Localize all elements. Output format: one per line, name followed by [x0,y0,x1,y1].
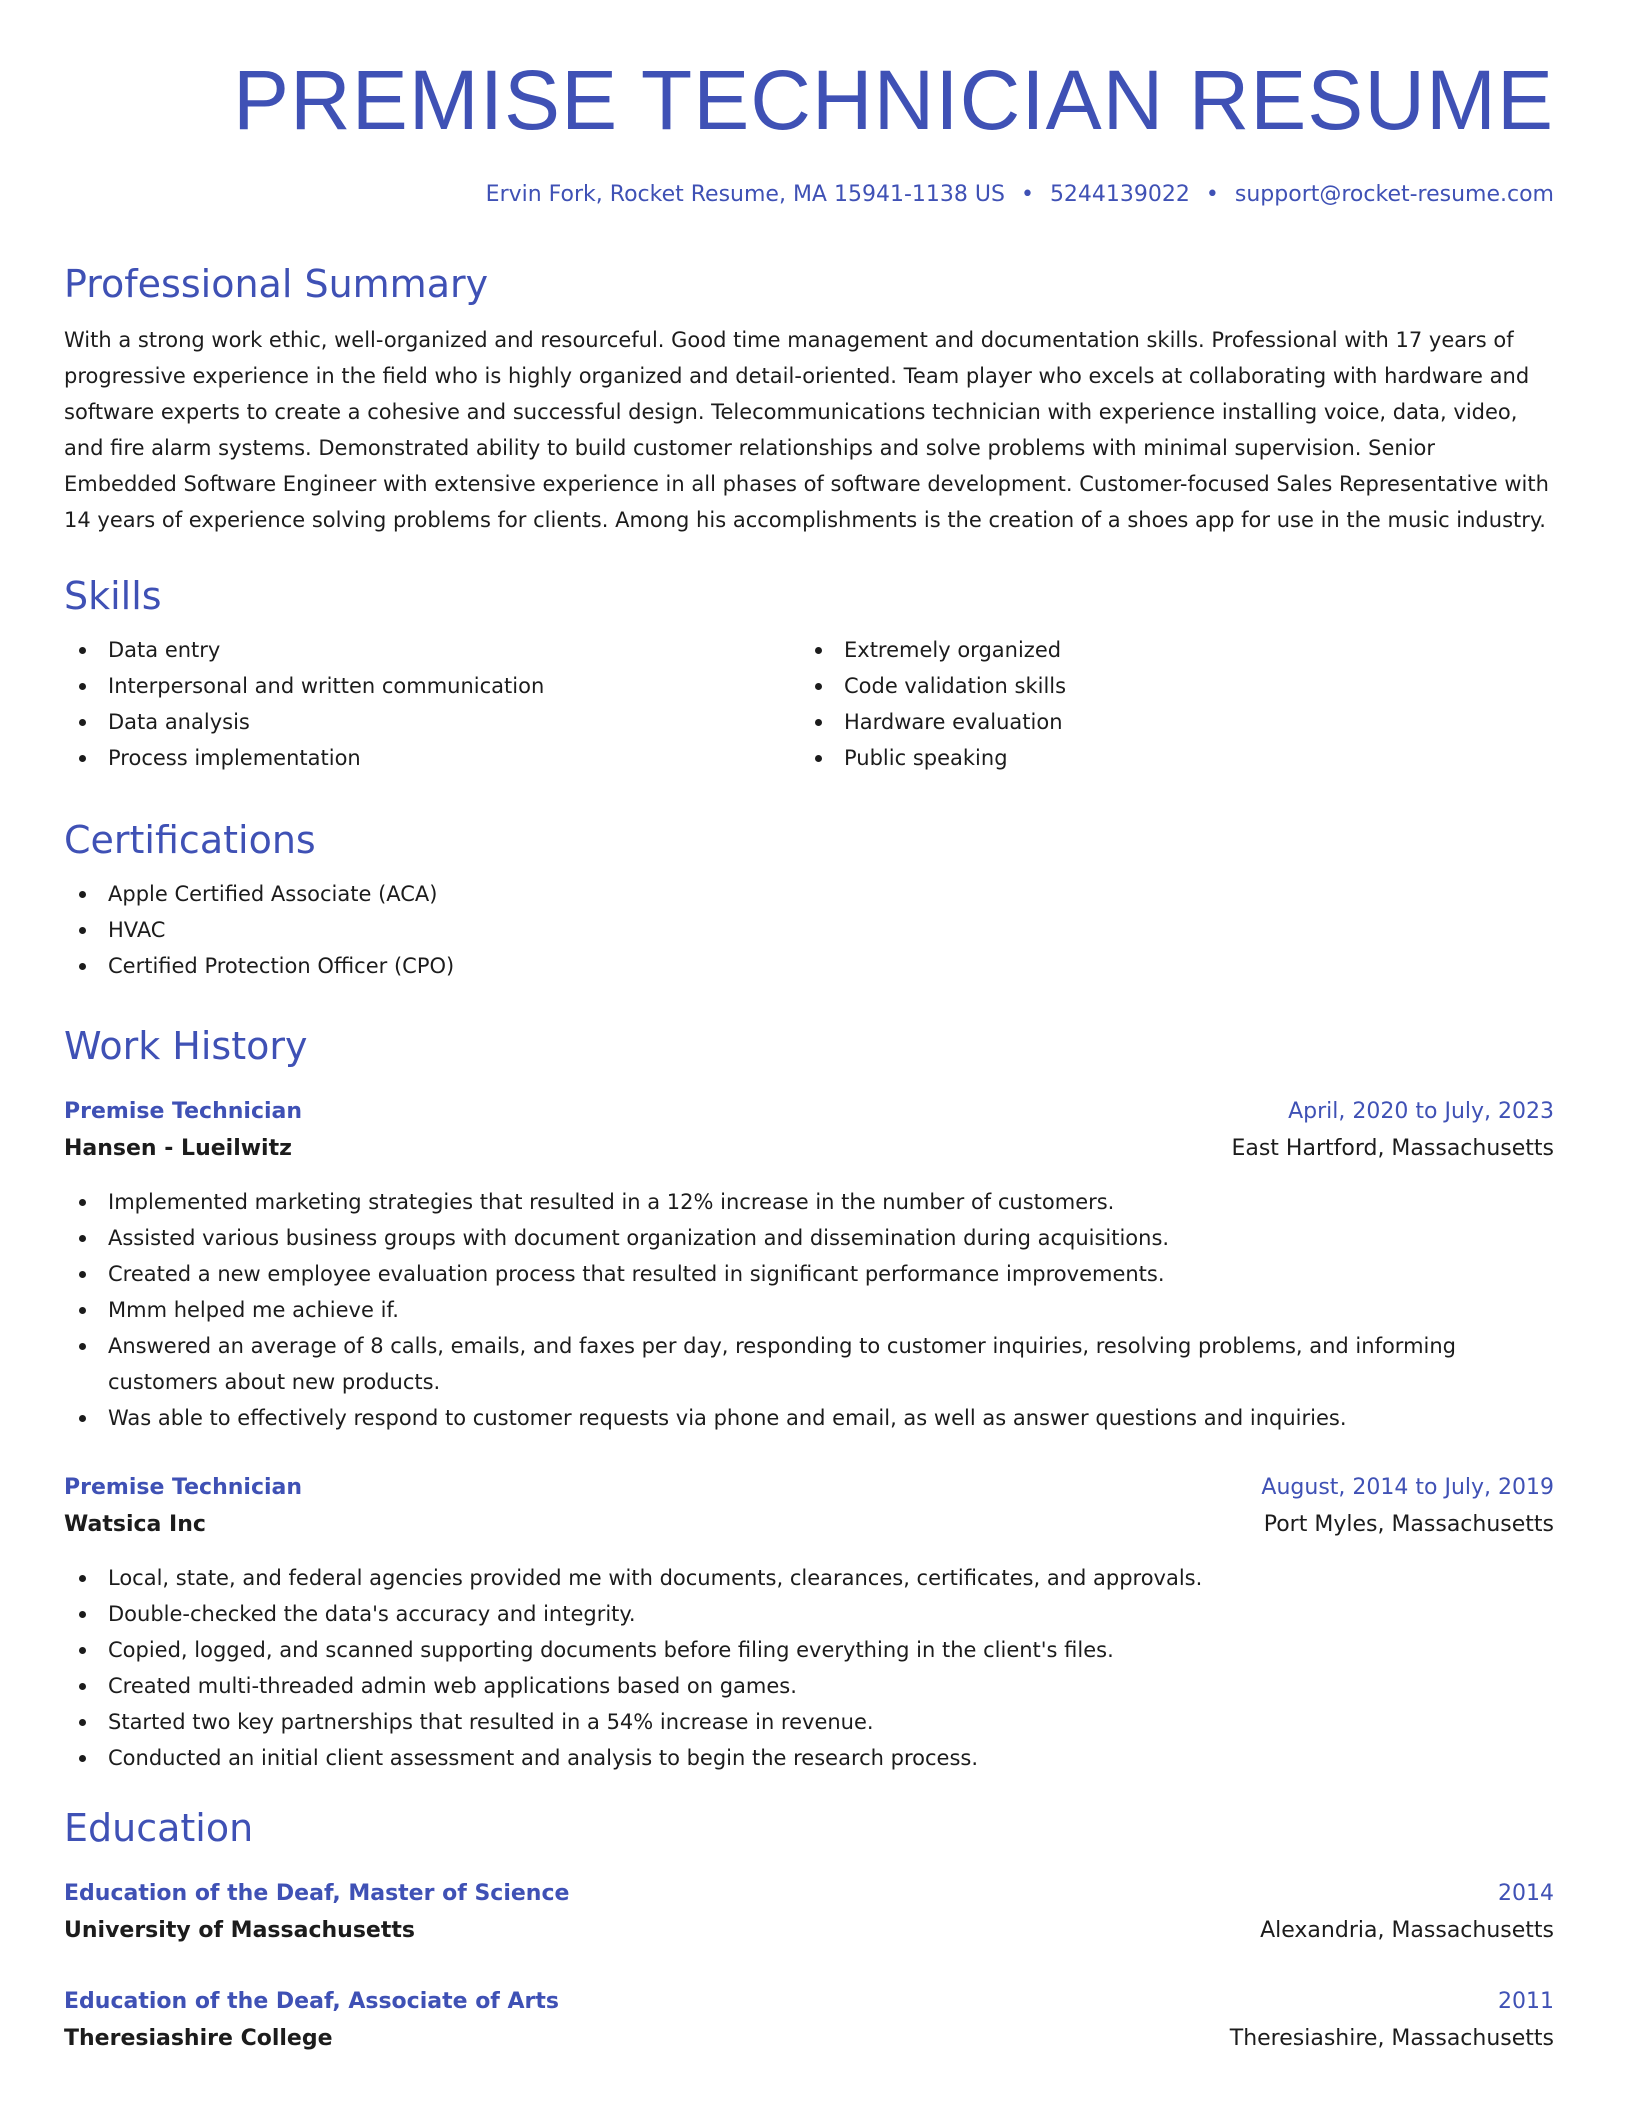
summary-section [64,260,1554,538]
job-entry [64,1470,1554,1776]
contact-phone: 5244139022 [1049,182,1190,207]
contact-separator: • [1205,182,1219,207]
education-year: 2014 [1498,1881,1554,1906]
certification-item: HVAC [64,912,1554,948]
job-dates: April, 2020 to July, 2023 [1288,1099,1554,1124]
education-heading: Education [64,1806,254,1850]
summary-text: With a strong work ethic, well-organized and resourceful. Good time management and documentation skills. Professional with 17 years of progressive experience in the field who is highly organized and detail-oriented. Team player who excels at collaborating with hardware and software experts to create a cohesive and successful design. Telecommunications technician with experience installing voice, data, video, and fire alarm systems. Demonstrated ability to build customer relationships and solve problems with minimal supervision. Senior Embedded Software Engineer with extensive experience in all phases of software development. Customer-focused Sales Representative with 14 years of experience solving problems for clients. Among his accomplishments is the creation of a shoes app for use in the music industry. [64,328,1549,532]
job-company: Watsica Inc [64,1512,206,1537]
contact-address: Ervin Fork, Rocket Resume, MA 15941-1138 US [485,182,1005,207]
job-bullet: Local, state, and federal agencies provided me with documents, clearances, certificates, and approvals. [64,1560,1554,1596]
job-bullet: Was able to effectively respond to customer requests via phone and email, as well as answer questions and inquiries. [64,1400,1554,1436]
certification-item: Certified Protection Officer (CPO) [64,948,1554,984]
contact-separator: • [1020,182,1034,207]
job-title: Premise Technician [64,1099,303,1124]
job-bullets [64,1560,1554,1776]
skills-section [64,572,1554,776]
contact-line [486,182,1554,207]
job-bullet: Created multi-threaded admin web applications based on games. [64,1668,1554,1704]
certification-item: Apple Certified Associate (ACA) [64,876,1554,912]
job-bullet: Mmm helped me achieve if. [64,1292,1554,1328]
education-school: Theresiashire College [64,2026,333,2051]
skill-item: Public speaking [800,740,1536,776]
contact-email: support@rocket-resume.com [1234,182,1554,207]
job-bullet: Answered an average of 8 calls, emails, and faxes per day, responding to customer inquiries, resolving problems, and informing customers about new products. [64,1328,1554,1400]
skills-heading: Skills [64,574,162,618]
work-history-heading: Work History [64,1024,308,1068]
skill-item: Interpersonal and written communication [64,668,800,704]
job-bullet: Implemented marketing strategies that resulted in a 12% increase in the number of customers. [64,1184,1554,1220]
resume-title: PREMISE TECHNICIAN RESUME [233,53,1554,147]
job-bullets [64,1184,1554,1436]
education-school: University of Massachusetts [64,1918,415,1943]
job-title: Premise Technician [64,1475,303,1500]
education-location: Alexandria, Massachusetts [1260,1918,1554,1943]
education-location: Theresiashire, Massachusetts [1229,2026,1554,2051]
education-degree: Education of the Deaf, Associate of Arts [64,1989,560,2014]
job-dates: August, 2014 to July, 2019 [1261,1475,1554,1500]
skill-item: Code validation skills [800,668,1536,704]
education-year: 2011 [1498,1989,1554,2014]
skill-item: Data entry [64,632,800,668]
certifications-list [64,876,1554,984]
certifications-heading: Certifications [64,818,316,862]
job-location: East Hartford, Massachusetts [1231,1136,1554,1161]
skill-item: Data analysis [64,704,800,740]
education-section [64,1804,1554,1852]
job-bullet: Created a new employee evaluation process that resulted in significant performance improvements. [64,1256,1554,1292]
job-bullet: Started two key partnerships that resulted in a 54% increase in revenue. [64,1704,1554,1740]
education-degree: Education of the Deaf, Master of Science [64,1881,570,1906]
certifications-section [64,816,1554,984]
job-entry [64,1094,1554,1436]
job-bullet: Assisted various business groups with document organization and dissemination during acquisitions. [64,1220,1554,1256]
job-bullet: Double-checked the data's accuracy and integrity. [64,1596,1554,1632]
job-bullet: Conducted an initial client assessment and analysis to begin the research process. [64,1740,1554,1776]
summary-heading: Professional Summary [64,262,489,306]
education-entry [64,1876,1554,1950]
work-history-section [64,1022,1554,1070]
skills-list-left [64,632,800,776]
job-company: Hansen - Lueilwitz [64,1136,292,1161]
job-bullet: Copied, logged, and scanned supporting documents before filing everything in the client's files. [64,1632,1554,1668]
skill-item: Process implementation [64,740,800,776]
skills-list-right [800,632,1536,776]
skill-item: Extremely organized [800,632,1536,668]
job-location: Port Myles, Massachusetts [1263,1512,1554,1537]
skill-item: Hardware evaluation [800,704,1536,740]
education-entry [64,1984,1554,2058]
